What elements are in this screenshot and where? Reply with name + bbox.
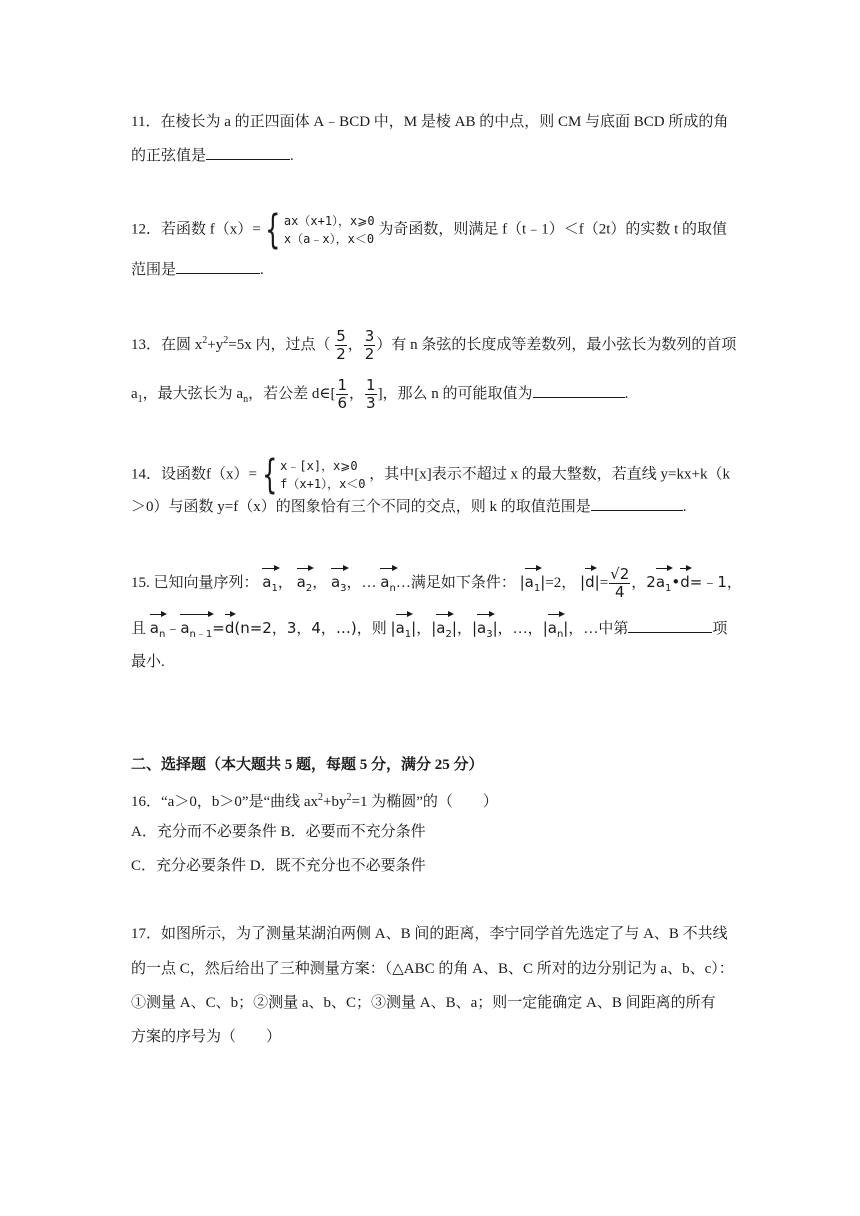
vector-a3: $a_3$	[331, 566, 347, 599]
brace-icon: {	[261, 452, 278, 498]
q11-line1	[131, 112, 728, 132]
answer-blank-12[interactable]	[176, 258, 260, 274]
q16-options-cd: C．充分必要条件 D．既不充分也不必要条件	[131, 858, 426, 874]
q12-line2: 范围是 .	[131, 258, 264, 280]
vector-an-1: $a_{n﹣1}$	[180, 612, 212, 645]
answer-blank-13[interactable]	[533, 382, 625, 398]
fraction-1-3: $\frac{1}{3}$	[366, 376, 376, 412]
vector-an: $a_n$	[150, 612, 166, 645]
q16-options-ab: A．充分而不必要条件 B．必要而不充分条件	[131, 824, 426, 840]
vector-a1: $a_1$	[262, 566, 278, 599]
answer-blank-15[interactable]	[628, 617, 712, 633]
vector-an: $a_n$	[380, 566, 396, 599]
q17-line2: 的一点 C，然后给出了三种测量方案：（△ABC 的角 A、B、C 所对的边分别记为 a、b、c）：	[131, 961, 734, 977]
fraction-5-2: $\frac{5}{2}$	[336, 327, 346, 363]
fraction-1-6: $\frac{1}{6}$	[337, 376, 347, 412]
q11-text: 11．在棱长为 a 的正四面体 A﹣BCD 中，M 是棱 AB 的中点，则 CM 与底面 BCD 所成的角	[131, 114, 729, 130]
q17-line4: 方案的序号为（ ）	[131, 1029, 282, 1045]
fraction-3-2: $\frac{3}{2}$	[364, 327, 375, 363]
q17-line3: ①测量 A、C、b；②测量 a、b、C；③测量 A、B、a；则一定能确定 A、B 间距离的所有	[131, 995, 716, 1011]
q14-line2: ＞0）与函数 y=f（x）的图象恰有三个不同的交点，则 k 的取值范围是 .	[131, 495, 686, 517]
piecewise-function-12: { ax（x+1），x⩾0 x（a﹣x），x＜0	[265, 207, 375, 253]
vector-a2: $a_2$	[297, 566, 313, 599]
section-heading: 二、选择题（本大题共 5 题，每题 5 分，满分 25 分）	[131, 757, 484, 773]
q11-line2: 的正弦值是 .	[131, 144, 294, 166]
answer-blank-11[interactable]	[206, 144, 290, 160]
q14-line1: 14．设函数f（x）= { x﹣[x]，x⩾0 f（x+1），x＜0 ，其中[x]表示不超过 x 的最大整数，若直线 y=kx+k（k	[131, 452, 730, 498]
q12-line1: 12．若函数 f（x）= { ax（x+1），x⩾0 x（a﹣x），x＜0 为奇函数，则满足 f（t﹣1）＜f（2t）的实数 t 的取值	[131, 207, 728, 253]
q16-line1: 16．“a＞0，b＞0”是“曲线 $ax^2+by^2=1$ 为椭圆”的（ ）	[131, 792, 498, 810]
fraction-sqrt2-4: $\frac{√2}{4}$	[610, 565, 630, 602]
q13-line2: $a_1$，最大弦长为 $a_n$，若公差 d∈[ $\frac{1}{6}$ ， $\frac{1}{3}$ ]，那么 n 的可能取值为 .	[131, 376, 629, 412]
brace-icon: {	[265, 207, 281, 253]
q13-line1: 13．在圆 $x^2+y^2=5x$ 内，过点（ $\frac{5}{2}$ ， $\frac{3}{2}$ ）有 n 条弦的长度成等差数列，最小弦长为数列的首项	[131, 327, 737, 363]
q15-line2: 且 $a_n﹣a_{n﹣1}=d(n=2$，3，4，…)，则 $|a_1|$，$|a_2|$，$|a_3|$，…，$|a_n|$，…中第 项	[131, 612, 727, 645]
answer-blank-14[interactable]	[591, 495, 683, 511]
q15-line1: 15. 已知向量序列： $a_1$， $a_2$， $a_3$，… $a_n\dots$满足如下条件： $|a_1|=2$， |d|= $\frac{√2}{4}$ ，$2a_1•d=﹣1$，	[131, 565, 742, 602]
q15-line3: 最小.	[131, 654, 165, 670]
q17-line1: 17．如图所示，为了测量某湖泊两侧 A、B 间的距离，李宁同学首先选定了与 A、B 不共线	[131, 926, 728, 942]
piecewise-function-14: { x﹣[x]，x⩾0 f（x+1），x＜0	[261, 452, 366, 498]
